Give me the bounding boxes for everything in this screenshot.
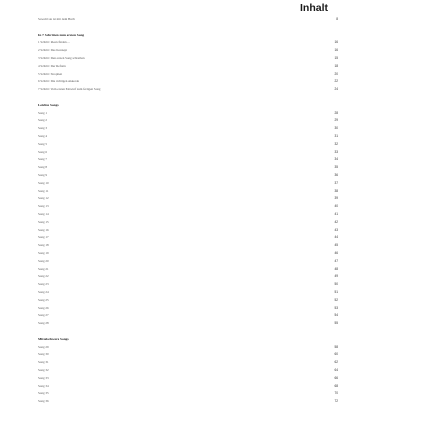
toc-entry xyxy=(38,165,338,170)
toc-page-number: 44 xyxy=(334,235,338,240)
toc-entry xyxy=(38,368,338,373)
toc-page-number: 40 xyxy=(334,204,338,209)
toc-entry-text: 2 Schritt: Das Konzept xyxy=(38,48,68,53)
toc-entry xyxy=(38,306,338,311)
toc-page-number: 49 xyxy=(334,274,338,279)
toc-entry-text: Song 8 xyxy=(38,165,47,170)
toc-entry xyxy=(38,64,338,69)
toc-entry-text: Song 21 xyxy=(38,266,49,271)
toc-entry-text: Song 23 xyxy=(38,282,49,287)
toc-page-number: 66 xyxy=(334,375,338,380)
toc-page-number: 64 xyxy=(334,368,338,372)
toc-page-number: 47 xyxy=(334,258,338,263)
toc-page-number: 60 xyxy=(334,352,338,357)
toc-page-number: 36 xyxy=(334,173,338,177)
toc-entry-text: 3 Schritt: Den ersten Song schreiben xyxy=(38,56,85,60)
toc-entry-text: Song 6 xyxy=(38,149,47,154)
toc-entry xyxy=(38,173,338,178)
toc-entry xyxy=(38,220,338,225)
toc-page-number: 42 xyxy=(334,219,338,224)
toc-entry xyxy=(38,228,338,233)
toc-page-number: 24 xyxy=(334,87,338,92)
toc-section-heading xyxy=(38,103,338,108)
toc-entry-text: Song 30 xyxy=(38,352,49,357)
toc-entry xyxy=(38,376,338,381)
toc-page-number: 41 xyxy=(334,212,338,216)
toc-entry xyxy=(38,118,338,123)
toc-page-number: 16 xyxy=(334,48,338,53)
toc-page-number: 32 xyxy=(334,141,338,146)
toc-entry-text: Song 5 xyxy=(38,141,47,146)
toc-section-heading xyxy=(38,33,338,38)
toc-entry-text: Song 24 xyxy=(38,290,49,294)
toc-entry xyxy=(38,345,338,350)
toc-page-number: 52 xyxy=(334,297,338,302)
toc-entry-text: 7 Schritt: Vom ersten Entwurf zum fertigen Song xyxy=(38,87,101,92)
toc-entry xyxy=(38,259,338,264)
toc-page-number: 8 xyxy=(336,17,338,21)
toc-entry xyxy=(38,189,338,194)
toc-entry-text: Song 11 xyxy=(38,188,49,193)
toc-page-number: 50 xyxy=(334,282,338,287)
toc-entry xyxy=(38,321,338,326)
toc-entry-text: Song 27 xyxy=(38,313,49,318)
toc-entry xyxy=(38,274,338,279)
toc-entry-text: Sowohl sie ist mit dem Buch xyxy=(38,17,75,21)
toc-entry xyxy=(38,282,338,287)
toc-entry-text: Song 20 xyxy=(38,258,49,263)
toc-entry xyxy=(38,48,338,53)
toc-entry-text: Song 36 xyxy=(38,399,49,404)
toc-entry xyxy=(38,56,338,61)
toc-entry-text: Song 1 xyxy=(38,110,47,115)
toc-page-number: 16 xyxy=(334,40,338,45)
toc-entry xyxy=(38,360,338,365)
toc-entry xyxy=(38,40,338,45)
toc-entry xyxy=(38,134,338,139)
toc-page-number: 45 xyxy=(334,243,338,248)
toc-entry-text: Song 7 xyxy=(38,157,47,162)
toc-page-number: 72 xyxy=(334,399,338,404)
toc-page-number: 35 xyxy=(334,165,338,170)
toc-entry-text: Song 32 xyxy=(38,368,49,372)
toc-page-number: 51 xyxy=(334,290,338,294)
toc-entry xyxy=(38,87,338,92)
toc-page-number: 31 xyxy=(334,134,338,138)
toc-page-number: 34 xyxy=(334,157,338,162)
toc-entry-text: Song 3 xyxy=(38,126,47,131)
toc-entry xyxy=(38,251,338,256)
toc-entry xyxy=(38,142,338,147)
toc-entry-text: Song 29 xyxy=(38,344,49,349)
toc-entry-text: 1 Schritt: Ideen finden ... xyxy=(38,40,70,45)
toc-entry-text: Song 22 xyxy=(38,274,49,279)
toc-page-number: 54 xyxy=(334,313,338,318)
toc-entry xyxy=(38,196,338,201)
toc-entry xyxy=(38,181,338,186)
toc-entry xyxy=(38,204,338,209)
toc-entry xyxy=(38,150,338,155)
toc-entry-text: Song 2 xyxy=(38,118,47,123)
toc-page-number: 29 xyxy=(334,118,338,123)
toc-entry-text: 5 Schritt: Strophen xyxy=(38,71,63,76)
toc-entry-text: Song 10 xyxy=(38,180,49,185)
toc-entry xyxy=(38,157,338,162)
toc-page-number: 22 xyxy=(334,79,338,84)
toc-entry-text: 4 Schritt: Der Refrain xyxy=(38,63,66,68)
toc-page-number: 43 xyxy=(334,227,338,232)
toc-entry-text: Song 9 xyxy=(38,173,47,177)
toc-page-number: 15 xyxy=(334,56,338,60)
toc-entry-text: Song 25 xyxy=(38,297,49,302)
toc-entry-text: Song 15 xyxy=(38,219,49,224)
toc-entry xyxy=(38,267,338,272)
toc-entry xyxy=(38,352,338,357)
toc-entry xyxy=(38,399,338,404)
toc-entry xyxy=(38,384,338,389)
toc-entry-text: In 7 Schritten zum ersten Song xyxy=(38,32,85,37)
toc-page-number: 38 xyxy=(334,188,338,193)
toc-section-heading xyxy=(38,337,338,342)
toc-entry xyxy=(38,243,338,248)
toc-page-number: 62 xyxy=(334,360,338,365)
toc-page-number: 37 xyxy=(334,180,338,185)
toc-entry xyxy=(38,391,338,396)
toc-entry xyxy=(38,313,338,318)
toc-page-number: 58 xyxy=(334,344,338,349)
toc-entry xyxy=(38,298,338,303)
toc-entry xyxy=(38,212,338,217)
toc-entry-text: Mittelschwere Songs xyxy=(38,336,69,341)
toc-page-number: 20 xyxy=(334,71,338,76)
toc-page-number: 48 xyxy=(334,266,338,271)
toc-entry xyxy=(38,126,338,131)
toc-page-number: 39 xyxy=(334,196,338,201)
toc-entry xyxy=(38,235,338,240)
toc-page-number: 30 xyxy=(334,126,338,131)
toc-entry-text: Leichte Songs xyxy=(38,102,59,107)
toc-entry-text: Song 12 xyxy=(38,196,49,201)
toc-entry xyxy=(38,79,338,84)
toc-page-number: 53 xyxy=(334,305,338,310)
toc-entry xyxy=(38,72,338,77)
toc-entry xyxy=(38,17,338,22)
page-title: Inhalt xyxy=(300,2,328,14)
toc-entry-text: 6 Schritt: Die richtigen Akkorde xyxy=(38,79,80,84)
toc-entry xyxy=(38,111,338,116)
toc-entry xyxy=(38,290,338,295)
toc-entry-text: Song 35 xyxy=(38,391,49,396)
toc-page-number: 46 xyxy=(334,251,338,255)
toc-page-number: 55 xyxy=(334,321,338,326)
toc-entry-text: Song 19 xyxy=(38,251,49,255)
toc-page-number: 68 xyxy=(334,383,338,388)
toc-entry-text: Song 34 xyxy=(38,383,49,388)
toc-entry-text: Song 14 xyxy=(38,212,49,216)
toc-entry-text: Song 4 xyxy=(38,134,47,138)
toc-entry-text: Song 31 xyxy=(38,360,49,365)
toc-page-number: 70 xyxy=(334,391,338,396)
toc-entry-text: Song 13 xyxy=(38,204,49,209)
toc-page-number: 28 xyxy=(334,110,338,115)
toc-entry-text: Song 33 xyxy=(38,375,49,380)
toc-page-number: 18 xyxy=(334,63,338,68)
toc-entry-text: Song 17 xyxy=(38,235,49,240)
toc-entry-text: Song 16 xyxy=(38,227,49,232)
toc-entry-text: Song 18 xyxy=(38,243,49,248)
toc-page-number: 33 xyxy=(334,149,338,154)
toc-entry-text: Song 26 xyxy=(38,305,49,310)
toc-entry-text: Song 28 xyxy=(38,321,49,326)
